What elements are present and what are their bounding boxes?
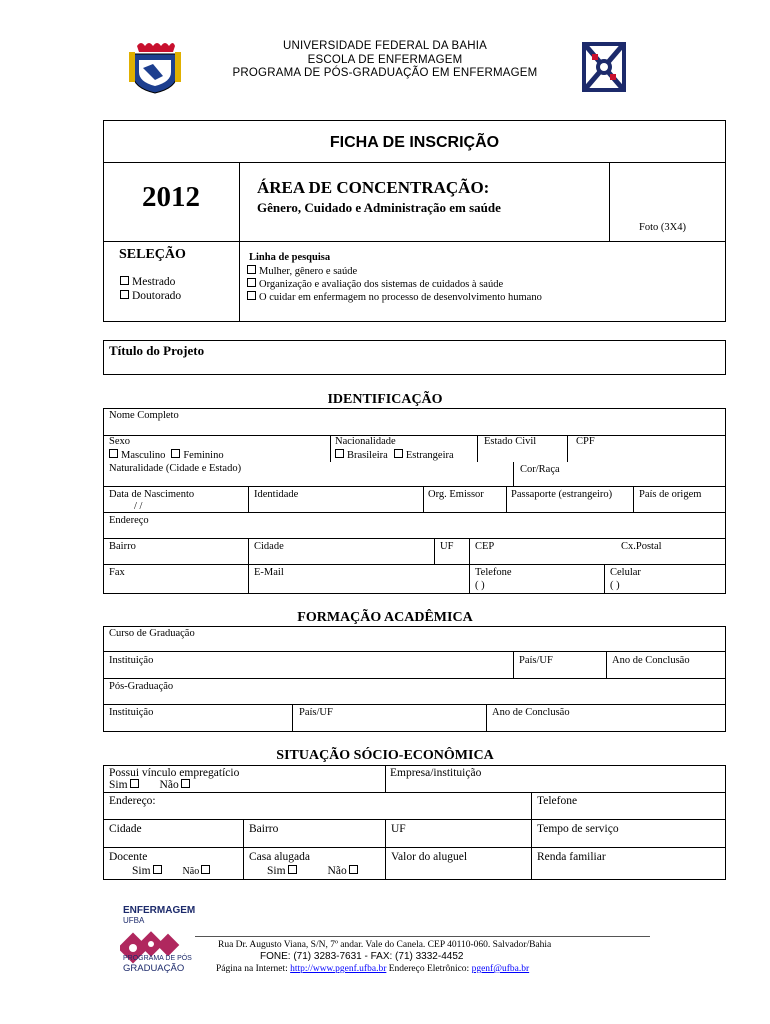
nacionalidade-label: Nacionalidade: [335, 436, 396, 447]
footer-links: [216, 963, 529, 975]
docente-options[interactable]: [132, 865, 213, 878]
email-label: E-Mail: [254, 567, 284, 578]
telefone-label: Telefone: [475, 567, 512, 578]
pais-origem-label: País de origem: [639, 489, 702, 500]
sexo-label: Sexo: [109, 436, 130, 447]
checkbox-icon[interactable]: [120, 290, 129, 299]
uf-socio-label: UF: [391, 823, 406, 835]
footer-logo-text3: PROGRAMA DE PÓS: [123, 955, 192, 962]
header-school: ESCOLA DE ENFERMAGEM: [307, 54, 463, 66]
nacionalidade-options[interactable]: [333, 449, 454, 462]
identidade-label: Identidade: [254, 489, 299, 500]
header-university: UNIVERSIDADE FEDERAL DA BAHIA: [282, 40, 488, 52]
nome-completo-label: Nome Completo: [109, 410, 179, 421]
masculino-label: Masculino: [121, 450, 166, 461]
sim-label: Sim: [132, 865, 151, 877]
curso-graduacao-label: Curso de Graduação: [109, 628, 195, 639]
docente-label: Docente: [109, 851, 148, 863]
date-slashes: / /: [134, 501, 143, 512]
footer-phone: FONE: (71) 3283-7631 - FAX: (71) 3332-4452: [260, 951, 464, 962]
ano-grad-label: Ano de Conclusão: [612, 655, 690, 666]
checkbox-icon[interactable]: [349, 865, 358, 874]
checkbox-icon[interactable]: [201, 865, 210, 874]
formacao-table: [103, 626, 726, 732]
passaporte-label: Passaporte (estrangeiro): [511, 489, 613, 500]
checkbox-icon[interactable]: [394, 449, 403, 458]
endereco-label: Endereço: [109, 515, 149, 526]
uf-label: UF: [440, 541, 454, 552]
checkbox-icon[interactable]: [171, 449, 180, 458]
cidade-label: Cidade: [254, 541, 284, 552]
sim-label: Sim: [267, 865, 286, 877]
mestrado-label: Mestrado: [132, 276, 176, 288]
brasileira-label: Brasileira: [347, 450, 388, 461]
formacao-title: FORMAÇÃO ACADÊMICA: [297, 610, 473, 625]
doutorado-option[interactable]: [118, 290, 181, 302]
website-link[interactable]: http://www.pgenf.ufba.br: [290, 964, 387, 974]
estrangeira-label: Estrangeira: [405, 450, 454, 461]
checkbox-icon[interactable]: [288, 865, 297, 874]
bairro-label: Bairro: [109, 541, 136, 552]
sim-label: Sim: [109, 779, 128, 791]
doutorado-label: Doutorado: [132, 290, 182, 302]
pais-uf-grad-label: País/UF: [519, 655, 553, 666]
footer-address: Rua Dr. Augusto Viana, S/N, 7º andar. Vale do Canela. CEP 40110-060. Salvador/Bahia: [218, 940, 552, 950]
area-title: ÁREA DE CONCENTRAÇÃO:: [257, 178, 490, 197]
instituicao-pos-label: Instituição: [109, 707, 154, 718]
endereco-socio-label: Endereço:: [109, 795, 156, 807]
cidade-socio-label: Cidade: [109, 823, 142, 835]
nao-label: Não: [182, 866, 200, 877]
checkbox-icon[interactable]: [153, 865, 162, 874]
selecao-label: SELEÇÃO: [119, 247, 186, 262]
cor-raca-label: Cor/Raça: [520, 464, 560, 475]
ano-pos-label: Ano de Conclusão: [492, 707, 570, 718]
pagina-label: Página na Internet:: [216, 964, 288, 974]
cpf-label: CPF: [576, 436, 595, 447]
fax-label: Fax: [109, 567, 125, 578]
checkbox-icon[interactable]: [109, 449, 118, 458]
area-subtitle: Gênero, Cuidado e Administração em saúde: [257, 200, 501, 215]
linha-label-2: Organização e avaliação dos sistemas de cuidados à saúde: [259, 279, 504, 290]
sexo-options[interactable]: [107, 449, 224, 462]
bairro-socio-label: Bairro: [249, 823, 279, 835]
feminino-label: Feminino: [183, 450, 224, 461]
casa-alugada-label: Casa alugada: [249, 851, 310, 863]
instituicao-grad-label: Instituição: [109, 655, 154, 666]
identificacao-title: IDENTIFICAÇÃO: [327, 392, 443, 407]
empresa-label: Empresa/instituição: [390, 767, 482, 779]
checkbox-icon[interactable]: [120, 276, 129, 285]
pais-uf-pos-label: País/UF: [299, 707, 333, 718]
checkbox-icon[interactable]: [247, 278, 256, 287]
email-label-footer: Endereço Eletrônico:: [388, 964, 470, 974]
valor-aluguel-label: Valor do aluguel: [391, 851, 468, 863]
footer-logo-text4: GRADUAÇÃO: [123, 963, 185, 974]
telefone-socio-label: Telefone: [537, 795, 578, 807]
checkbox-icon[interactable]: [335, 449, 344, 458]
header-program: PROGRAMA DE PÓS-GRADUAÇÃO EM ENFERMAGEM: [232, 67, 538, 79]
renda-familiar-label: Renda familiar: [537, 851, 606, 863]
casa-options[interactable]: [267, 865, 361, 877]
checkbox-icon[interactable]: [130, 779, 139, 788]
nao-label: Não: [159, 779, 179, 791]
titulo-projeto-label: Título do Projeto: [109, 343, 205, 358]
photo-label: Foto (3X4): [639, 222, 686, 233]
email-link[interactable]: pgenf@ufba.br: [471, 964, 530, 974]
estado-civil-label: Estado Civil: [484, 436, 537, 447]
footer-logo-text2: UFBA: [123, 916, 145, 925]
footer-logo-text: ENFERMAGEM: [123, 905, 196, 916]
vinculo-options[interactable]: [109, 779, 193, 791]
school-crest-logo: [578, 40, 630, 94]
cep-label: CEP: [475, 541, 495, 552]
nao-label: Não: [327, 865, 347, 877]
form-title: FICHA DE INSCRIÇÃO: [329, 134, 500, 151]
checkbox-icon[interactable]: [181, 779, 190, 788]
linha-label-3: O cuidar em enfermagem no processo de desenvolvimento humano: [259, 292, 542, 303]
celular-parens: ( ): [610, 580, 620, 591]
mestrado-option[interactable]: [118, 276, 175, 288]
socio-title: SITUAÇÃO SÓCIO-ECONÔMICA: [276, 748, 494, 763]
naturalidade-label: Naturalidade (Cidade e Estado): [109, 463, 242, 474]
vinculo-label: Possui vínculo empregatício: [109, 767, 240, 779]
data-nascimento-label: Data de Nascimento: [109, 489, 195, 500]
linha-option-1[interactable]: [245, 265, 357, 278]
form-year: 2012: [142, 181, 200, 213]
telefone-parens: ( ): [475, 580, 485, 591]
linha-pesquisa-title: Linha de pesquisa: [249, 252, 331, 263]
cx-postal-label: Cx.Postal: [621, 541, 662, 552]
org-emissor-label: Org. Emissor: [428, 489, 484, 500]
linha-option-3[interactable]: [245, 291, 542, 304]
linha-label-1: Mulher, gênero e saúde: [259, 266, 358, 277]
checkbox-icon[interactable]: [247, 265, 256, 274]
checkbox-icon[interactable]: [247, 291, 256, 300]
celular-label: Celular: [610, 567, 641, 578]
linha-option-2[interactable]: [245, 278, 503, 291]
pos-graduacao-label: Pós-Graduação: [109, 681, 174, 692]
tempo-servico-label: Tempo de serviço: [537, 823, 619, 835]
